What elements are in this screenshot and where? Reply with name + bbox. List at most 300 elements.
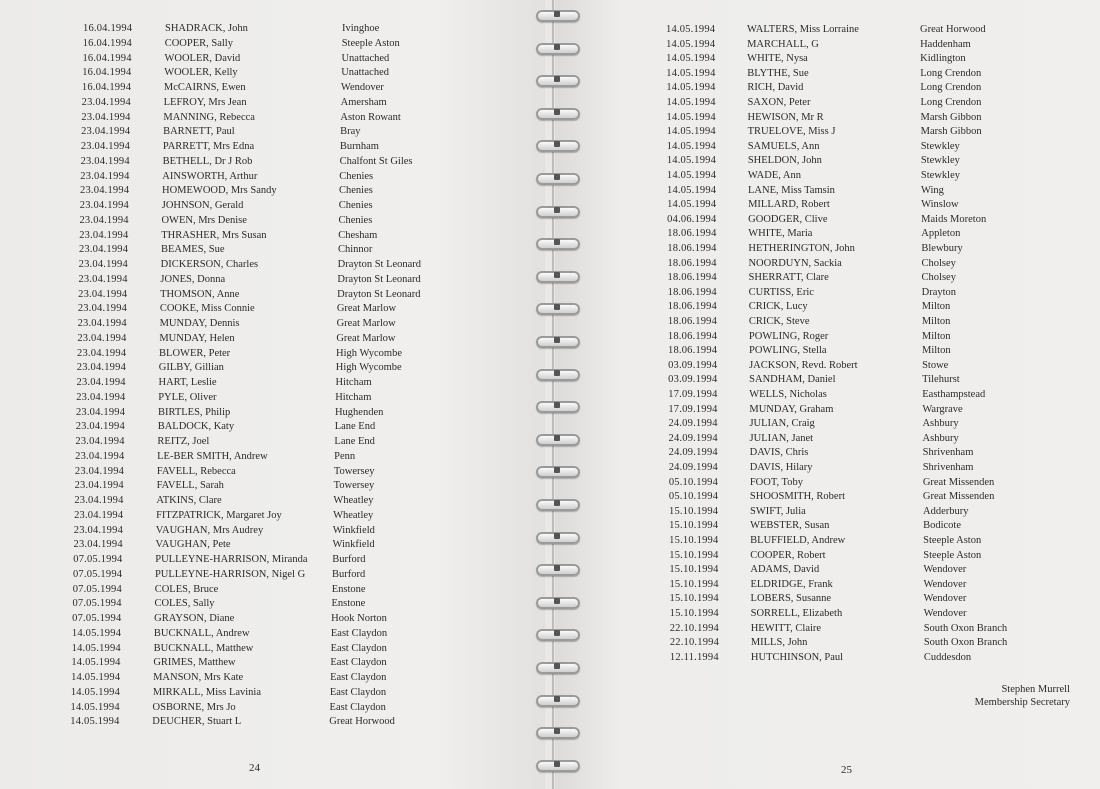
member-branch: Long Crendon xyxy=(920,82,982,94)
member-date: 15.10.1994 xyxy=(669,578,719,590)
member-name: HUTCHINSON, Paul xyxy=(750,651,844,663)
left-page-number: 24 xyxy=(249,762,260,774)
member-name: LEFROY, Mrs Jean xyxy=(163,96,247,108)
member-name: OSBORNE, Mrs Jo xyxy=(152,701,236,713)
member-name: RICH, David xyxy=(747,82,804,94)
member-name: NOORDUYN, Sackia xyxy=(748,257,842,269)
member-name: JOHNSON, Gerald xyxy=(161,200,244,211)
member-branch: Winkfield xyxy=(332,524,375,536)
member-date: 18.06.1994 xyxy=(667,301,717,313)
member-name: MILLS, John xyxy=(750,637,808,649)
member-branch: Steeple Aston xyxy=(341,37,400,49)
member-name: JULIAN, Craig xyxy=(749,418,815,430)
member-name: BALDOCK, Katy xyxy=(157,421,235,433)
member-branch: Chinnor xyxy=(337,244,373,256)
member-name: FAVELL, Rebecca xyxy=(156,465,236,477)
right-page-number: 25 xyxy=(841,764,852,776)
member-name: SANDHAM, Daniel xyxy=(749,374,836,386)
member-name: ADAMS, David xyxy=(750,564,820,576)
binding-coil xyxy=(534,171,578,185)
member-date: 23.04.1994 xyxy=(80,155,130,167)
member-branch: Aston Rowant xyxy=(340,111,401,123)
binding-coil xyxy=(534,269,578,283)
member-branch: Appleton xyxy=(921,228,961,240)
member-name: COOKE, Miss Connie xyxy=(159,303,255,315)
member-date: 23.04.1994 xyxy=(81,126,131,138)
member-date: 07.05.1994 xyxy=(72,568,123,580)
member-date: 22.10.1994 xyxy=(669,622,719,634)
member-name: PULLEYNE-HARRISON, Nigel G xyxy=(154,568,306,580)
member-branch: Amersham xyxy=(340,96,387,108)
member-date: 24.09.1994 xyxy=(668,462,718,473)
member-date: 14.05.1994 xyxy=(70,686,121,698)
member-name: TRUELOVE, Miss J xyxy=(747,126,836,138)
member-branch: Milton xyxy=(921,301,951,313)
member-branch: Chenies xyxy=(339,170,374,182)
member-branch: Chenies xyxy=(338,200,373,211)
member-date: 14.05.1994 xyxy=(666,67,716,79)
member-name: HOMEWOOD, Mrs Sandy xyxy=(162,185,277,197)
member-name: WEBSTER, Susan xyxy=(750,520,830,532)
member-name: ATKINS, Clare xyxy=(156,495,222,506)
member-name: WHITE, Maria xyxy=(748,228,813,240)
member-name: WOOLER, David xyxy=(164,52,241,64)
member-branch: Cuddesdon xyxy=(923,651,972,663)
binding-coil xyxy=(534,660,578,674)
member-date: 23.04.1994 xyxy=(80,170,130,182)
member-branch: Shrivenham xyxy=(922,462,974,473)
member-branch: Unattached xyxy=(341,67,389,79)
member-branch: Towersey xyxy=(333,480,375,492)
member-name: LANE, Miss Tamsin xyxy=(748,184,835,196)
member-date: 14.05.1994 xyxy=(666,111,716,123)
member-name: MUNDAY, Helen xyxy=(159,332,235,344)
member-name: BUCKNALL, Andrew xyxy=(153,627,250,639)
member-branch: Cholsey xyxy=(921,257,956,269)
member-name: SORRELL, Elizabeth xyxy=(750,608,843,619)
member-name: CURTISS, Eric xyxy=(748,286,814,298)
member-date: 05.10.1994 xyxy=(668,491,719,503)
member-date: 23.04.1994 xyxy=(78,244,129,256)
member-name: BEAMES, Sue xyxy=(160,244,225,256)
member-date: 24.09.1994 xyxy=(668,418,718,430)
member-date: 14.05.1994 xyxy=(666,170,717,181)
member-name: BLOWER, Peter xyxy=(159,347,231,359)
member-branch: Wendover xyxy=(340,82,384,93)
member-date: 23.04.1994 xyxy=(76,377,126,388)
left-page xyxy=(0,0,545,789)
member-branch: Wheatley xyxy=(333,509,374,521)
member-name: SAMUELS, Ann xyxy=(747,140,820,152)
member-branch: Lane End xyxy=(334,436,375,447)
binding-coil xyxy=(534,236,578,250)
member-date: 23.04.1994 xyxy=(80,141,131,152)
member-date: 07.05.1994 xyxy=(72,598,122,610)
member-date: 14.05.1994 xyxy=(71,642,121,654)
member-branch: Milton xyxy=(921,330,951,342)
member-name: WALTERS, Miss Lorraine xyxy=(747,24,859,35)
member-date: 18.06.1994 xyxy=(668,345,718,357)
member-date: 23.04.1994 xyxy=(78,288,128,300)
member-name: WELLS, Nicholas xyxy=(749,389,827,400)
member-branch: Tilehurst xyxy=(922,374,960,386)
member-name: GRAYSON, Diane xyxy=(154,613,235,624)
member-branch: East Claydon xyxy=(329,701,386,713)
member-branch: Hitcham xyxy=(335,391,372,403)
member-date: 15.10.1994 xyxy=(669,535,719,546)
member-branch: Steeple Aston xyxy=(923,535,982,546)
member-name: PARRETT, Mrs Edna xyxy=(162,141,255,152)
member-branch: Wendover xyxy=(923,578,967,590)
member-branch: Stewkley xyxy=(920,140,960,152)
member-date: 14.05.1994 xyxy=(71,627,122,639)
member-name: GILBY, Gillian xyxy=(158,362,224,374)
member-name: FAVELL, Sarah xyxy=(156,480,224,492)
member-branch: Wendover xyxy=(923,564,967,576)
member-name: MILLARD, Robert xyxy=(748,199,830,211)
member-date: 23.04.1994 xyxy=(76,391,126,403)
member-date: 03.09.1994 xyxy=(668,374,718,386)
member-date: 14.05.1994 xyxy=(666,126,716,138)
member-name: DAVIS, Chris xyxy=(749,447,809,459)
member-date: 14.05.1994 xyxy=(667,199,717,211)
binding-coil xyxy=(534,204,578,218)
binding-coil xyxy=(534,627,578,641)
member-date: 14.05.1994 xyxy=(70,716,120,728)
member-branch: Steeple Aston xyxy=(923,549,982,561)
member-name: SHELDON, John xyxy=(747,155,822,167)
member-date: 16.04.1994 xyxy=(83,23,133,34)
member-date: 23.04.1994 xyxy=(76,362,127,374)
member-date: 14.05.1994 xyxy=(71,672,121,683)
member-name: BETHELL, Dr J Rob xyxy=(162,155,253,167)
signature-role: Membership Secretary xyxy=(974,697,1070,708)
member-branch: Hitcham xyxy=(335,377,372,388)
member-date: 23.04.1994 xyxy=(78,259,128,270)
member-date: 18.06.1994 xyxy=(667,228,717,240)
member-branch: South Oxon Branch xyxy=(923,637,1008,649)
binding-coil xyxy=(534,497,578,511)
binding-coil xyxy=(534,562,578,576)
member-name: MARCHALL, G xyxy=(747,38,819,50)
member-branch: Lane End xyxy=(334,421,376,433)
member-branch: Milton xyxy=(922,345,951,357)
binding-coil xyxy=(534,725,578,739)
member-date: 15.10.1994 xyxy=(669,549,719,561)
member-branch: Burford xyxy=(332,554,366,565)
member-date: 12.11.1994 xyxy=(669,651,719,663)
member-branch: Cholsey xyxy=(921,272,956,284)
binding-coil xyxy=(534,595,578,609)
member-branch: Stowe xyxy=(922,359,949,371)
member-branch: Winkfield xyxy=(332,539,375,551)
member-branch: Adderbury xyxy=(923,505,969,517)
member-branch: Drayton St Leonard xyxy=(337,288,421,300)
member-branch: Marsh Gibbon xyxy=(920,111,982,123)
member-name: OWEN, Mrs Denise xyxy=(161,214,247,226)
member-date: 14.05.1994 xyxy=(666,24,716,35)
member-name: SWIFT, Julia xyxy=(750,505,806,517)
member-name: THRASHER, Mrs Susan xyxy=(161,229,267,241)
member-name: BLUFFIELD, Andrew xyxy=(750,535,846,546)
member-date: 23.04.1994 xyxy=(74,465,125,477)
member-branch: Ivinghoe xyxy=(342,23,380,34)
member-date: 18.06.1994 xyxy=(667,243,717,254)
member-date: 16.04.1994 xyxy=(82,67,132,79)
member-branch: Great Horwood xyxy=(329,716,395,728)
member-name: REITZ, Joel xyxy=(157,436,210,447)
member-date: 23.04.1994 xyxy=(81,96,131,108)
member-branch: Drayton St Leonard xyxy=(337,273,421,285)
member-branch: Penn xyxy=(334,450,356,462)
member-branch: Drayton St Leonard xyxy=(337,259,422,270)
member-name: POWLING, Roger xyxy=(748,330,829,342)
member-date: 16.04.1994 xyxy=(82,37,132,49)
member-name: DEUCHER, Stuart L xyxy=(152,716,242,728)
member-name: HART, Leslie xyxy=(158,377,217,388)
member-name: PULLEYNE-HARRISON, Miranda xyxy=(155,554,308,565)
member-date: 23.04.1994 xyxy=(80,185,130,197)
member-branch: Shrivenham xyxy=(922,447,974,459)
member-date: 14.05.1994 xyxy=(70,701,120,713)
member-name: PYLE, Oliver xyxy=(158,391,217,403)
member-name: COLES, Bruce xyxy=(154,583,219,595)
binding-coil xyxy=(534,106,578,120)
member-branch: High Wycombe xyxy=(336,347,402,359)
member-name: VAUGHAN, Mrs Audrey xyxy=(155,524,264,536)
member-date: 15.10.1994 xyxy=(669,593,719,605)
member-date: 18.06.1994 xyxy=(667,316,718,327)
member-date: 23.04.1994 xyxy=(73,524,124,536)
binding-coil xyxy=(534,758,578,772)
member-name: CRICK, Lucy xyxy=(748,301,808,313)
member-branch: High Wycombe xyxy=(335,362,402,374)
member-date: 15.10.1994 xyxy=(669,564,719,576)
member-name: GRIMES, Matthew xyxy=(153,657,236,669)
member-name: VAUGHAN, Pete xyxy=(155,539,231,551)
member-branch: Chenies xyxy=(338,214,373,226)
member-branch: Wendover xyxy=(923,608,967,619)
member-date: 14.05.1994 xyxy=(666,53,716,65)
member-branch: Wargrave xyxy=(922,403,963,415)
member-name: SHERRATT, Clare xyxy=(748,272,829,284)
member-date: 16.04.1994 xyxy=(81,82,132,93)
member-branch: East Claydon xyxy=(330,627,388,639)
member-name: COLES, Sally xyxy=(154,598,215,610)
member-branch: East Claydon xyxy=(330,642,387,654)
member-date: 17.09.1994 xyxy=(668,403,718,415)
member-branch: Enstone xyxy=(331,598,366,610)
member-name: DAVIS, Hilary xyxy=(749,462,813,473)
right-page xyxy=(555,0,1100,789)
member-branch: Hughenden xyxy=(334,406,384,418)
member-date: 14.05.1994 xyxy=(666,97,716,108)
member-date: 03.09.1994 xyxy=(668,359,718,371)
member-date: 17.09.1994 xyxy=(668,389,718,400)
member-name: DICKERSON, Charles xyxy=(160,259,259,270)
binding-coil xyxy=(534,8,578,22)
member-date: 14.05.1994 xyxy=(666,140,716,152)
binding-coil xyxy=(534,301,578,315)
member-name: GOODGER, Clive xyxy=(748,213,828,225)
member-branch: Kidlington xyxy=(920,53,966,65)
member-date: 18.06.1994 xyxy=(667,257,717,269)
member-branch: Easthampstead xyxy=(922,389,986,400)
member-date: 18.06.1994 xyxy=(667,330,718,342)
member-date: 07.05.1994 xyxy=(72,613,122,624)
member-name: CRICK, Steve xyxy=(748,316,810,327)
member-branch: Stewkley xyxy=(920,155,960,167)
member-branch: Chesham xyxy=(338,229,378,241)
member-date: 24.09.1994 xyxy=(668,432,718,444)
member-branch: Enstone xyxy=(331,583,366,595)
member-branch: Bray xyxy=(340,126,361,138)
binding-coil xyxy=(534,530,578,544)
member-name: MIRKALL, Miss Lavinia xyxy=(152,686,262,698)
member-date: 22.10.1994 xyxy=(669,637,720,649)
member-date: 04.06.1994 xyxy=(667,213,717,225)
binding-coil xyxy=(534,367,578,381)
member-date: 23.04.1994 xyxy=(73,539,123,551)
spiral-binding xyxy=(530,0,580,789)
binding-coil xyxy=(534,432,578,446)
member-name: WOOLER, Kelly xyxy=(164,67,238,79)
member-name: WADE, Ann xyxy=(747,170,801,181)
member-branch: Wheatley xyxy=(333,495,374,506)
member-date: 14.05.1994 xyxy=(666,38,716,50)
member-name: BARNETT, Paul xyxy=(163,126,235,138)
binding-coil xyxy=(534,693,578,707)
member-branch: Great Marlow xyxy=(336,303,397,315)
member-name: THOMSON, Anne xyxy=(160,288,240,300)
member-name: POWLING, Stella xyxy=(749,345,827,357)
member-name: LOBERS, Susanne xyxy=(750,593,832,605)
member-name: SHADRACK, John xyxy=(165,23,248,34)
member-branch: Stewkley xyxy=(920,170,960,181)
binding-coil xyxy=(534,464,578,478)
member-name: COOPER, Sally xyxy=(164,37,233,49)
member-branch: Long Crendon xyxy=(920,97,982,108)
member-name: HETHERINGTON, John xyxy=(748,243,855,254)
member-date: 23.04.1994 xyxy=(77,318,127,329)
member-branch: Great Missenden xyxy=(922,476,995,488)
member-branch: East Claydon xyxy=(330,672,387,683)
member-name: HEWITT, Claire xyxy=(750,622,822,634)
member-date: 23.04.1994 xyxy=(75,421,125,433)
member-name: SHOOSMITH, Robert xyxy=(749,491,845,503)
binding-coil xyxy=(534,138,578,152)
binding-coil xyxy=(534,41,578,55)
member-date: 24.09.1994 xyxy=(668,447,718,459)
member-date: 14.05.1994 xyxy=(666,155,717,167)
member-date: 23.04.1994 xyxy=(74,495,124,506)
member-branch: East Claydon xyxy=(330,657,387,669)
member-date: 23.04.1994 xyxy=(74,509,124,521)
member-branch: Milton xyxy=(921,316,951,327)
member-date: 15.10.1994 xyxy=(669,608,719,619)
member-branch: Great Missenden xyxy=(922,491,995,503)
member-date: 23.04.1994 xyxy=(77,332,127,344)
member-name: WHITE, Nysa xyxy=(747,53,808,65)
signature-block xyxy=(975,683,1070,709)
member-date: 18.06.1994 xyxy=(667,286,717,298)
member-branch: Ashbury xyxy=(922,418,959,430)
member-name: BUCKNALL, Matthew xyxy=(153,642,254,654)
member-name: McCAIRNS, Ewen xyxy=(163,82,246,93)
member-branch: Towersey xyxy=(333,465,375,477)
member-name: JACKSON, Revd. Robert xyxy=(749,359,858,371)
member-date: 05.10.1994 xyxy=(668,476,719,488)
member-date: 23.04.1994 xyxy=(75,450,125,462)
member-date: 15.10.1994 xyxy=(669,505,719,517)
member-name: BLYTHE, Sue xyxy=(747,67,809,79)
member-name: FITZPATRICK, Margaret Joy xyxy=(156,509,282,521)
member-date: 23.04.1994 xyxy=(79,214,129,226)
member-branch: Maids Moreton xyxy=(921,213,987,225)
member-branch: East Claydon xyxy=(329,686,387,698)
member-name: SAXON, Peter xyxy=(747,97,811,108)
member-date: 23.04.1994 xyxy=(81,111,131,123)
member-branch: Chenies xyxy=(339,185,373,197)
member-date: 14.05.1994 xyxy=(71,657,121,669)
member-date: 14.05.1994 xyxy=(666,82,716,94)
binding-coil xyxy=(534,334,578,348)
member-date: 23.04.1994 xyxy=(79,229,129,241)
member-branch: Burford xyxy=(331,568,366,580)
signature-name: Stephen Murrell xyxy=(1001,684,1070,695)
member-branch: Blewbury xyxy=(921,243,963,254)
member-date: 18.06.1994 xyxy=(667,272,717,284)
member-date: 14.05.1994 xyxy=(667,184,717,196)
member-branch: Chalfont St Giles xyxy=(339,155,413,167)
member-branch: Great Horwood xyxy=(920,24,986,35)
member-branch: Wing xyxy=(921,184,944,196)
member-name: BIRTLES, Philip xyxy=(157,406,231,418)
member-branch: Haddenham xyxy=(920,38,971,50)
member-name: MUNDAY, Dennis xyxy=(159,318,240,329)
member-date: 23.04.1994 xyxy=(77,347,127,359)
member-date: 23.04.1994 xyxy=(75,436,125,447)
member-name: FOOT, Toby xyxy=(749,476,803,488)
member-branch: Winslow xyxy=(921,199,959,211)
member-branch: Unattached xyxy=(341,52,390,64)
member-branch: Great Marlow xyxy=(336,318,396,329)
member-name: JULIAN, Janet xyxy=(749,432,814,444)
member-name: MUNDAY, Graham xyxy=(749,403,834,415)
member-date: 23.04.1994 xyxy=(77,303,128,315)
member-name: MANNING, Rebecca xyxy=(163,111,255,123)
member-date: 15.10.1994 xyxy=(669,520,719,532)
member-name: ELDRIDGE, Frank xyxy=(750,578,833,590)
member-name: AINSWORTH, Arthur xyxy=(162,170,258,182)
binding-coil xyxy=(534,73,578,87)
member-date: 23.04.1994 xyxy=(79,200,129,211)
member-branch: South Oxon Branch xyxy=(923,622,1008,634)
member-branch: Great Marlow xyxy=(336,332,396,344)
member-name: JONES, Donna xyxy=(160,273,226,285)
member-branch: Marsh Gibbon xyxy=(920,126,982,138)
member-date: 23.04.1994 xyxy=(78,273,128,285)
member-branch: Wendover xyxy=(923,593,967,605)
member-date: 23.04.1994 xyxy=(74,480,124,492)
member-branch: Drayton xyxy=(921,286,957,298)
member-date: 16.04.1994 xyxy=(82,52,132,64)
binding-coil xyxy=(534,399,578,413)
member-name: MANSON, Mrs Kate xyxy=(153,672,244,683)
member-date: 07.05.1994 xyxy=(73,554,123,565)
member-branch: Long Crendon xyxy=(920,67,982,79)
member-branch: Burnham xyxy=(339,141,379,152)
